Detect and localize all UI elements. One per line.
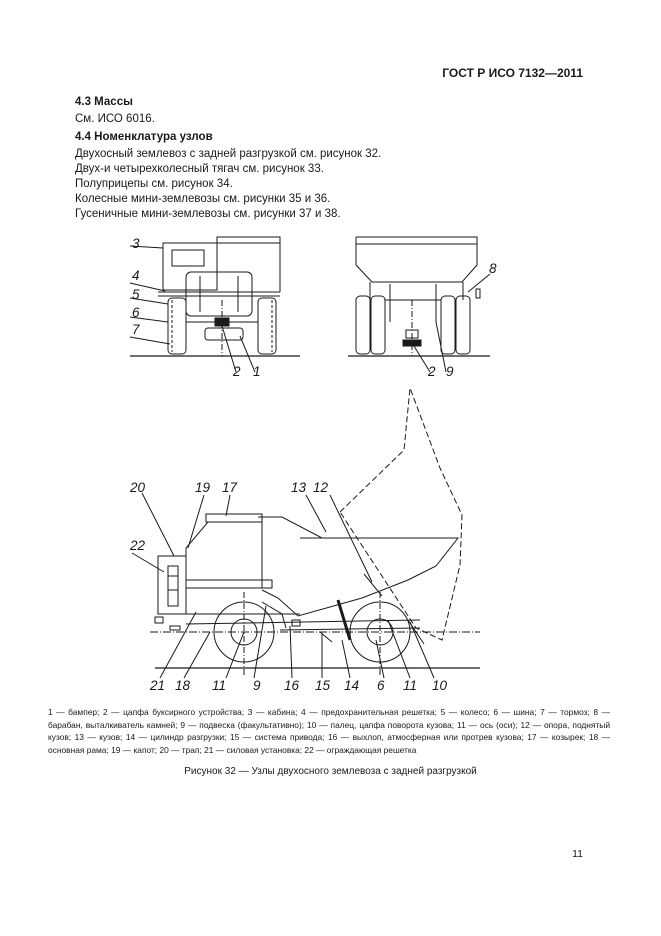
section-title-masses: 4.3 Массы [75, 96, 133, 108]
figure-legend: 1 — бампер; 2 — цапфа буксирного устройства; 3 — кабина; 4 — предохранительная решетка; 5 — колесо; 6 — шина; 7 — тормоз; 8 — барабан, выталкиватель камней; 9 — подвеска (факультативно); 10 — палец, цапфа поворота кузова; 11 — ось (оси); 12 — опора, поднятый кузов; 13 — кузов; 14 — цилиндр разгрузки; 15 — система привода; 16 — выхлоп, атмосферная или протрев кузова; 17 — козырек; 18 — основная рама; 19 — капот; 20 — трап; 21 — силовая установка; 22 — ограждающая решетка [48, 707, 610, 755]
callout-19: 19 [195, 480, 211, 495]
callout-5: 5 [132, 287, 140, 302]
callout-21: 21 [150, 678, 166, 693]
callout-6: 6 [132, 305, 140, 320]
side-view [132, 388, 480, 678]
callout-4: 4 [132, 268, 140, 283]
section-text-line: Колесные мини-землевозы см. рисунки 35 и 36. [75, 193, 331, 205]
rear-view [348, 237, 490, 372]
callout-22: 22 [130, 538, 146, 553]
callout-18: 18 [175, 678, 191, 693]
section-text-masses: См. ИСО 6016. [75, 113, 155, 125]
callout-2: 2 [233, 364, 241, 379]
callout-7: 7 [132, 322, 140, 337]
section-title-nomenclature: 4.4 Номенклатура узлов [75, 131, 213, 143]
section-text-line: Полуприцепы см. рисунок 34. [75, 178, 233, 190]
callout-11: 11 [212, 678, 227, 693]
callout-9: 9 [446, 364, 454, 379]
callout-17: 17 [222, 480, 238, 495]
front-view [130, 237, 300, 372]
page-number: 11 [572, 848, 583, 860]
callout-20: 20 [130, 480, 146, 495]
callout-3: 3 [132, 236, 140, 251]
figure-title: Рисунок 32 — Узлы двухосного землевоза с задней разгрузкой [184, 766, 477, 777]
callout-9: 9 [253, 678, 261, 693]
callout-10: 10 [432, 678, 448, 693]
callout-14: 14 [344, 678, 360, 693]
section-text-line: Двухосный землевоз с задней разгрузкой см. рисунок 32. [75, 148, 382, 160]
callout-16: 16 [284, 678, 300, 693]
callout-11: 11 [403, 678, 418, 693]
callout-6: 6 [377, 678, 385, 693]
callout-13: 13 [291, 480, 307, 495]
section-text-line: Двух-и четырехколесный тягач см. рисунок 33. [75, 163, 324, 175]
document-header: ГОСТ Р ИСО 7132—2011 [442, 66, 583, 80]
section-text-line: Гусеничные мини-землевозы см. рисунки 37 и 38. [75, 208, 341, 220]
callout-12: 12 [313, 480, 329, 495]
callout-1: 1 [253, 364, 261, 379]
callout-2: 2 [428, 364, 436, 379]
callout-8: 8 [489, 261, 497, 276]
callout-15: 15 [315, 678, 331, 693]
